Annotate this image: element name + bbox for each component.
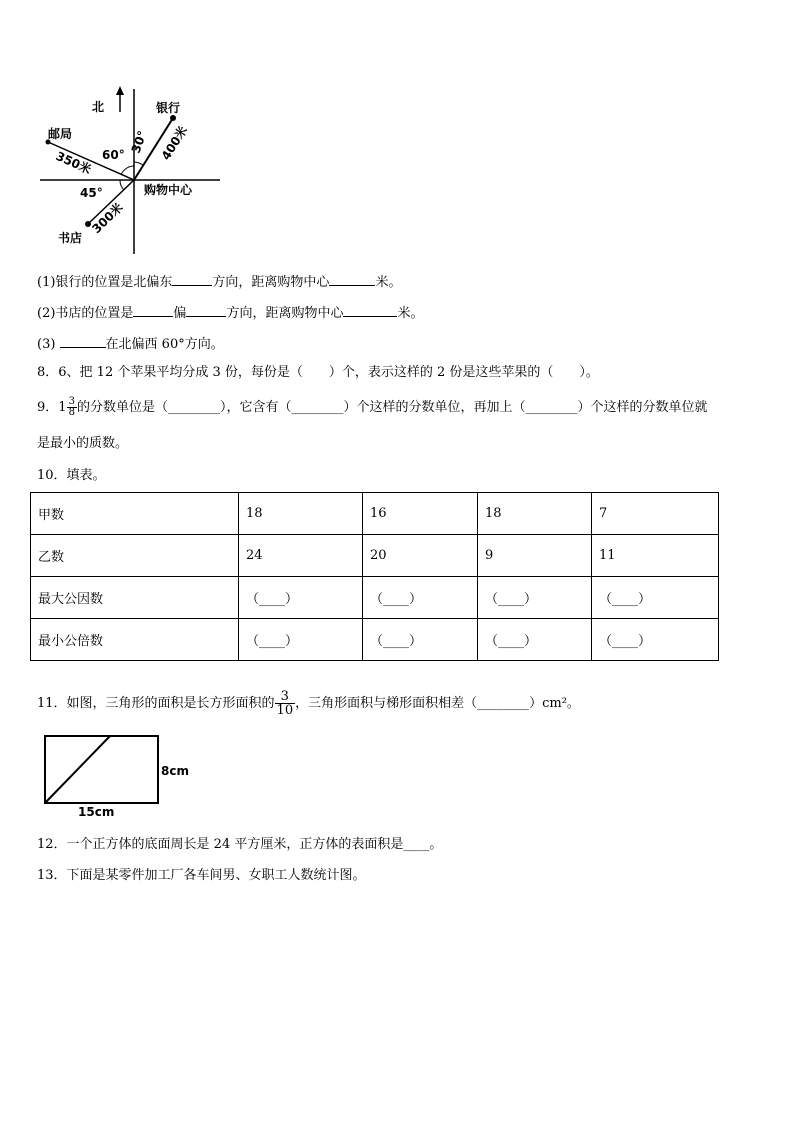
width-label: 15cm (78, 805, 115, 819)
answer-blank[interactable] (60, 333, 106, 348)
angle-30-label: 30° (128, 128, 150, 156)
post-office-label: 邮局 (48, 127, 73, 141)
q7-part2: (2)书店的位置是 偏 方向，距离购物中心 米。 (37, 302, 423, 323)
answer-blank[interactable] (343, 302, 397, 317)
answer-blank[interactable] (329, 271, 375, 286)
answer-cell[interactable]: （____） (363, 619, 478, 661)
question-11: 11．如图，三角形的面积是长方形面积的 $\frac{3}{10}$ ，三角形面积与梯形面积相差（________）cm²。 (37, 689, 580, 718)
fraction: $\frac{3}{10}$ (276, 689, 294, 718)
bank-label: 银行 (156, 101, 181, 115)
answer-cell[interactable]: （____） (592, 577, 719, 619)
table-row: 最小公倍数 （____） （____） （____） （____） (31, 619, 719, 661)
angle-arc-60 (121, 166, 134, 175)
answer-cell[interactable]: （____） (478, 577, 592, 619)
question-9: 9．1 $\frac{3}{8}$ 的分数单位是（________），它含有（________）个这样的分数单位，再加上（________）个这样的分数单位就 (37, 396, 708, 418)
answer-blank[interactable] (133, 302, 173, 317)
diagonal-line (45, 736, 110, 803)
answer-blank[interactable] (186, 302, 226, 317)
fill-table (30, 492, 719, 661)
table-row: 乙数 24 20 9 11 (31, 535, 719, 577)
angle-arc-30 (134, 162, 143, 165)
north-label: 北 (92, 100, 105, 114)
north-arrow-head (116, 86, 124, 95)
q7-part3: (3) 在北偏西 60°方向。 (37, 333, 224, 354)
direction-diagram (40, 84, 240, 254)
answer-cell[interactable]: （____） (239, 577, 363, 619)
fraction: $\frac{3}{8}$ (68, 396, 75, 418)
distance-400-label: 400米 (158, 123, 191, 163)
question-13: 13．下面是某零件加工厂各车间男、女职工人数统计图。 (37, 868, 366, 883)
question-10-title: 10．填表。 (37, 468, 106, 483)
distance-350-label: 350米 (53, 148, 94, 177)
angle-60-label: 60° (102, 148, 125, 162)
answer-cell[interactable]: （____） (478, 619, 592, 661)
question-12: 12．一个正方体的底面周长是 24 平方厘米，正方体的表面积是____。 (37, 837, 443, 852)
rectangle-figure (40, 733, 200, 823)
bookstore-label: 书店 (58, 231, 83, 245)
angle-45-label: 45° (80, 186, 103, 200)
answer-cell[interactable]: （____） (363, 577, 478, 619)
answer-blank[interactable] (172, 271, 212, 286)
distance-300-label: 300米 (89, 200, 126, 237)
answer-cell[interactable]: （____） (239, 619, 363, 661)
question-9-cont: 是最小的质数。 (37, 436, 129, 451)
table-row: 最大公因数 （____） （____） （____） （____） (31, 577, 719, 619)
mixed-number-whole: 1 (58, 400, 67, 415)
height-label: 8cm (161, 764, 189, 778)
answer-cell[interactable]: （____） (592, 619, 719, 661)
mall-label: 购物中心 (144, 183, 193, 197)
question-8: 8．6、把 12 个苹果平均分成 3 份，每份是（ ）个，表示这样的 2 份是这些苹果的（ ）。 (37, 365, 599, 380)
angle-arc-45 (120, 180, 124, 190)
q7-part1: (1)银行的位置是北偏东 方向，距离购物中心 米。 (37, 271, 401, 292)
table-row: 甲数 18 16 18 7 (31, 493, 719, 535)
bank-point (170, 115, 176, 121)
